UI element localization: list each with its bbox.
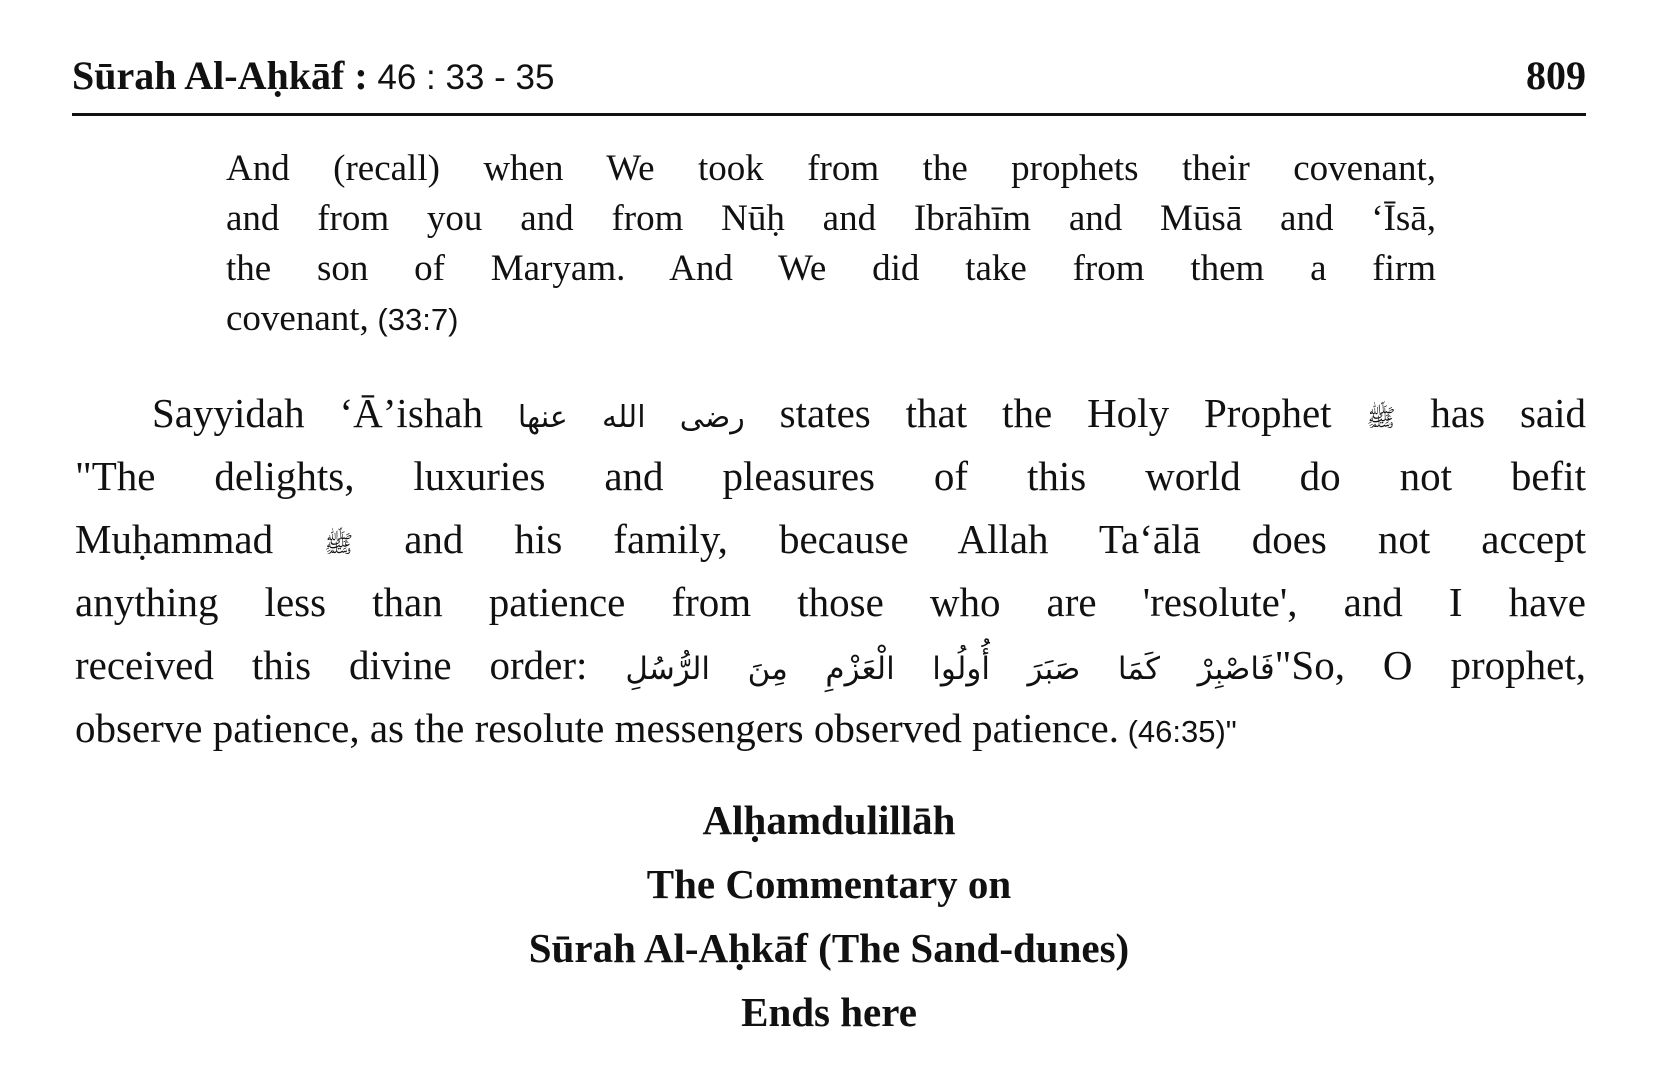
paragraph-text: Muḥammad [75, 516, 325, 562]
verse-reference: (46:35)" [1118, 714, 1237, 749]
quote-line: and from you and from Nūḥ and Ibrāhīm and Mūsā and ‘Īsā, [226, 198, 1436, 239]
commentary-paragraph [75, 382, 1586, 760]
arabic-honorific: رضى الله عنها [517, 400, 745, 435]
surah-title: Sūrah Al-Aḥkāf [72, 53, 345, 98]
running-title [72, 48, 554, 106]
salutation-glyph: ﷺ [324, 529, 354, 558]
paragraph-line [75, 634, 1586, 697]
salutation-glyph: ﷺ [1366, 403, 1396, 432]
closing-surah-title: Sūrah Al-Aḥkāf (The Sand-dunes) [528, 925, 1130, 971]
paragraph-line [75, 508, 1586, 571]
paragraph-line: anything less than patience from those who are 'resolute', and I have [75, 579, 1586, 625]
quote-reference: (33:7) [368, 302, 459, 337]
title-separator: : [344, 53, 368, 98]
paragraph-text: has said [1395, 390, 1587, 436]
paragraph-line [75, 697, 1586, 760]
paragraph-text: and his family, because Allah Ta‘ālā does not accept [353, 516, 1586, 562]
closing-praise: Alḥamdulillāh [702, 797, 956, 843]
paragraph-text: "So, O prophet, [1274, 642, 1587, 688]
quote-line [226, 294, 1436, 344]
page-header [72, 48, 1586, 104]
arabic-verse: فَاصْبِرْ كَمَا صَبَرَ أُولُوا الْعَزْمِ مِنَ الرُّسُلِ [625, 651, 1275, 687]
closing-line: Ends here [741, 989, 917, 1035]
verse-range: 46 : 33 - 35 [367, 58, 555, 97]
paragraph-text: states that the Holy Prophet [744, 390, 1367, 436]
narrator-name: Sayyidah ‘Ā’ishah [152, 390, 518, 436]
quote-line: And (recall) when We took from the prophets their covenant, [226, 148, 1436, 189]
header-rule [72, 113, 1586, 116]
paragraph-text: observe patience, as the resolute messengers observed patience. [75, 705, 1119, 751]
page-number: 809 [1526, 53, 1586, 98]
closing-block [0, 788, 1658, 1044]
paragraph-line: "The delights, luxuries and pleasures of this world do not befit [75, 453, 1586, 499]
quote-last-text: covenant, [226, 298, 369, 339]
quoted-verse [226, 144, 1436, 344]
paragraph-text: received this divine order: [75, 642, 626, 688]
quote-line: the son of Maryam. And We did take from them a firm [226, 248, 1436, 289]
closing-line: The Commentary on [646, 861, 1012, 907]
paragraph-line [75, 382, 1586, 445]
